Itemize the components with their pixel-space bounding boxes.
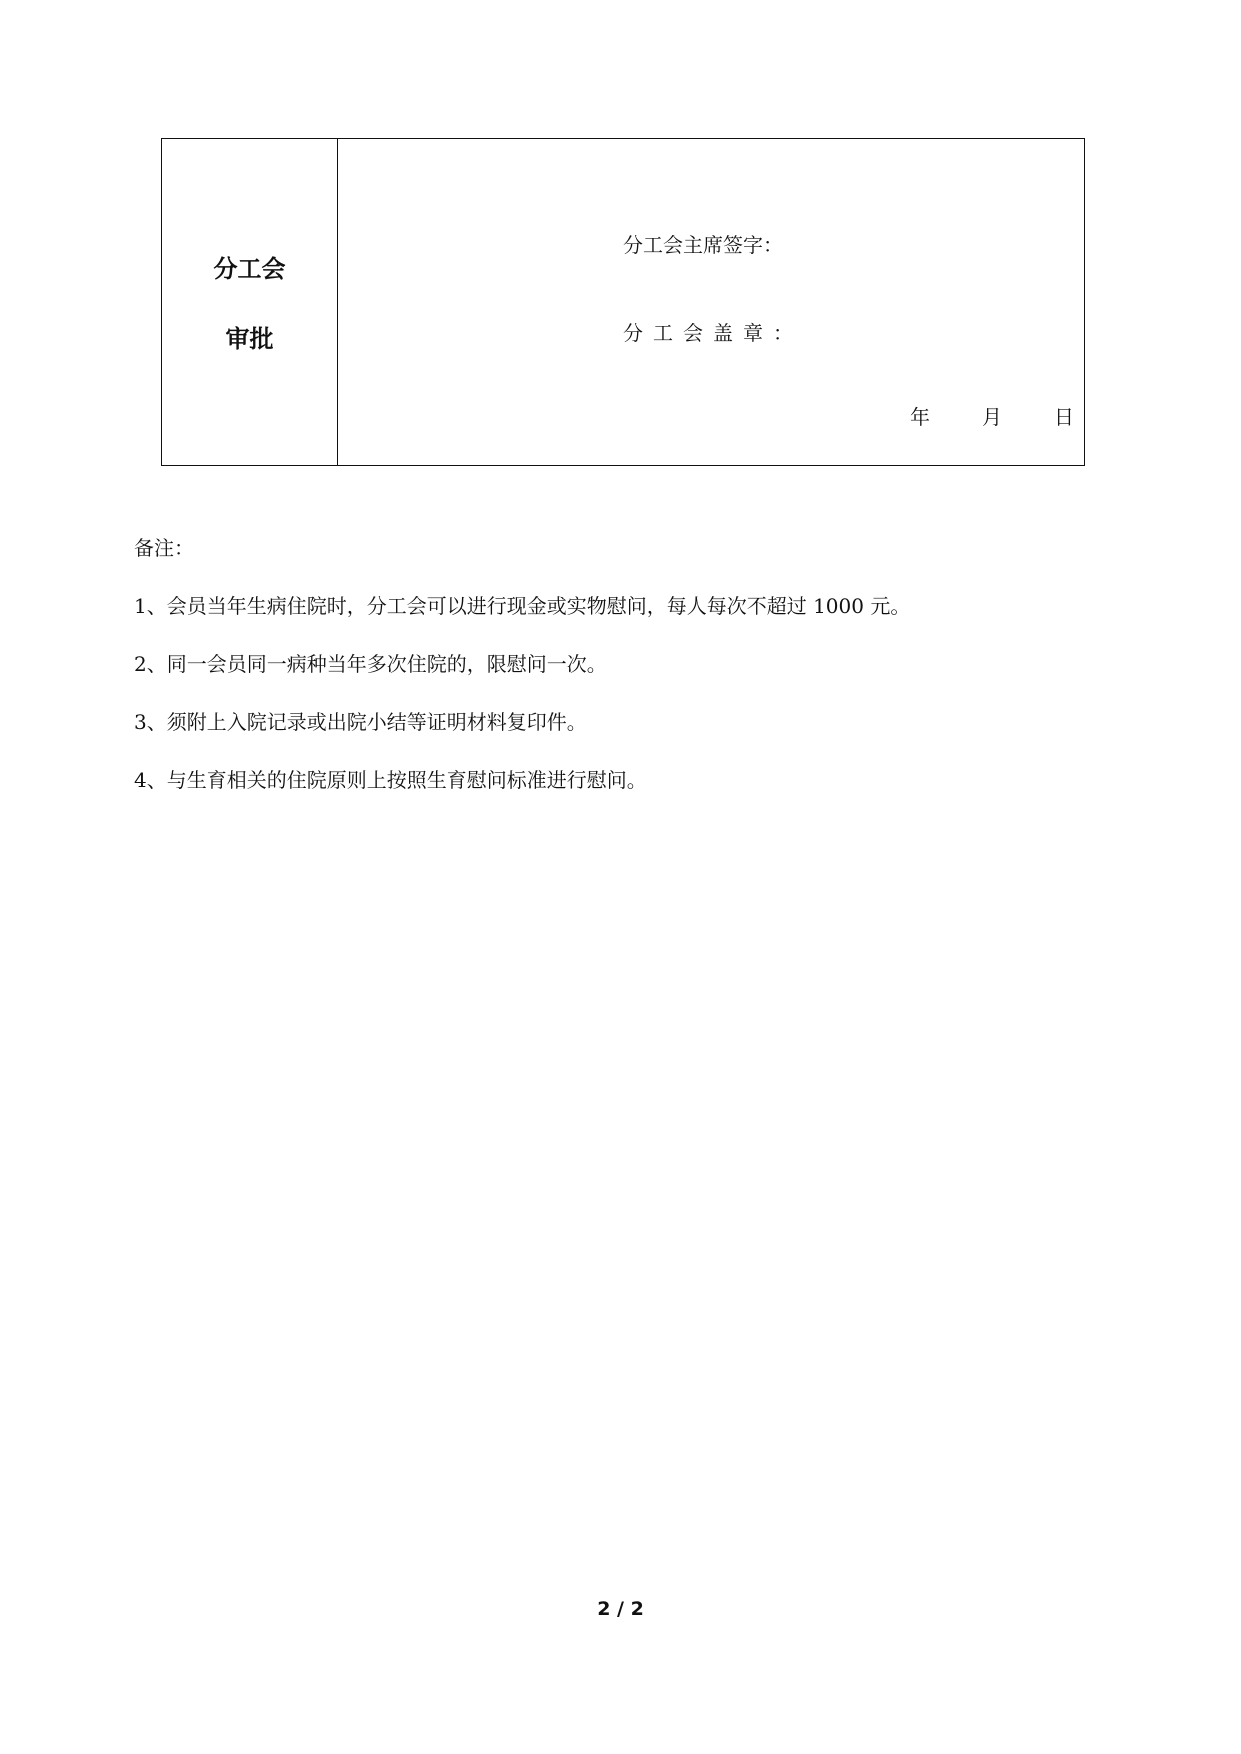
date-year: 年 <box>910 405 930 429</box>
date-day: 日 <box>1054 405 1074 429</box>
note-item-1: 1、会员当年生病住院时，分工会可以进行现金或实物慰问，每人每次不超过 1000 元。 <box>134 594 911 618</box>
date-month: 月 <box>982 405 1002 429</box>
approval-label-approve: 审批 <box>225 325 274 353</box>
note-item-2: 2、同一会员同一病种当年多次住院的，限慰问一次。 <box>134 652 607 676</box>
approval-table <box>161 138 1085 466</box>
union-seal-field: 分工会盖章： <box>623 321 803 345</box>
notes-title: 备注： <box>134 536 194 560</box>
note-item-4: 4、与生育相关的住院原则上按照生育慰问标准进行慰问。 <box>134 768 647 792</box>
page-number: 2 / 2 <box>597 1598 644 1620</box>
chairman-signature-field: 分工会主席签字： <box>623 233 783 257</box>
approval-label-cell <box>162 139 338 465</box>
notes-section <box>134 532 1094 822</box>
approval-label-branch-union: 分工会 <box>213 255 286 283</box>
approval-content-cell <box>338 139 1084 465</box>
note-item-3: 3、须附上入院记录或出院小结等证明材料复印件。 <box>134 710 587 734</box>
date-row <box>910 401 1074 430</box>
